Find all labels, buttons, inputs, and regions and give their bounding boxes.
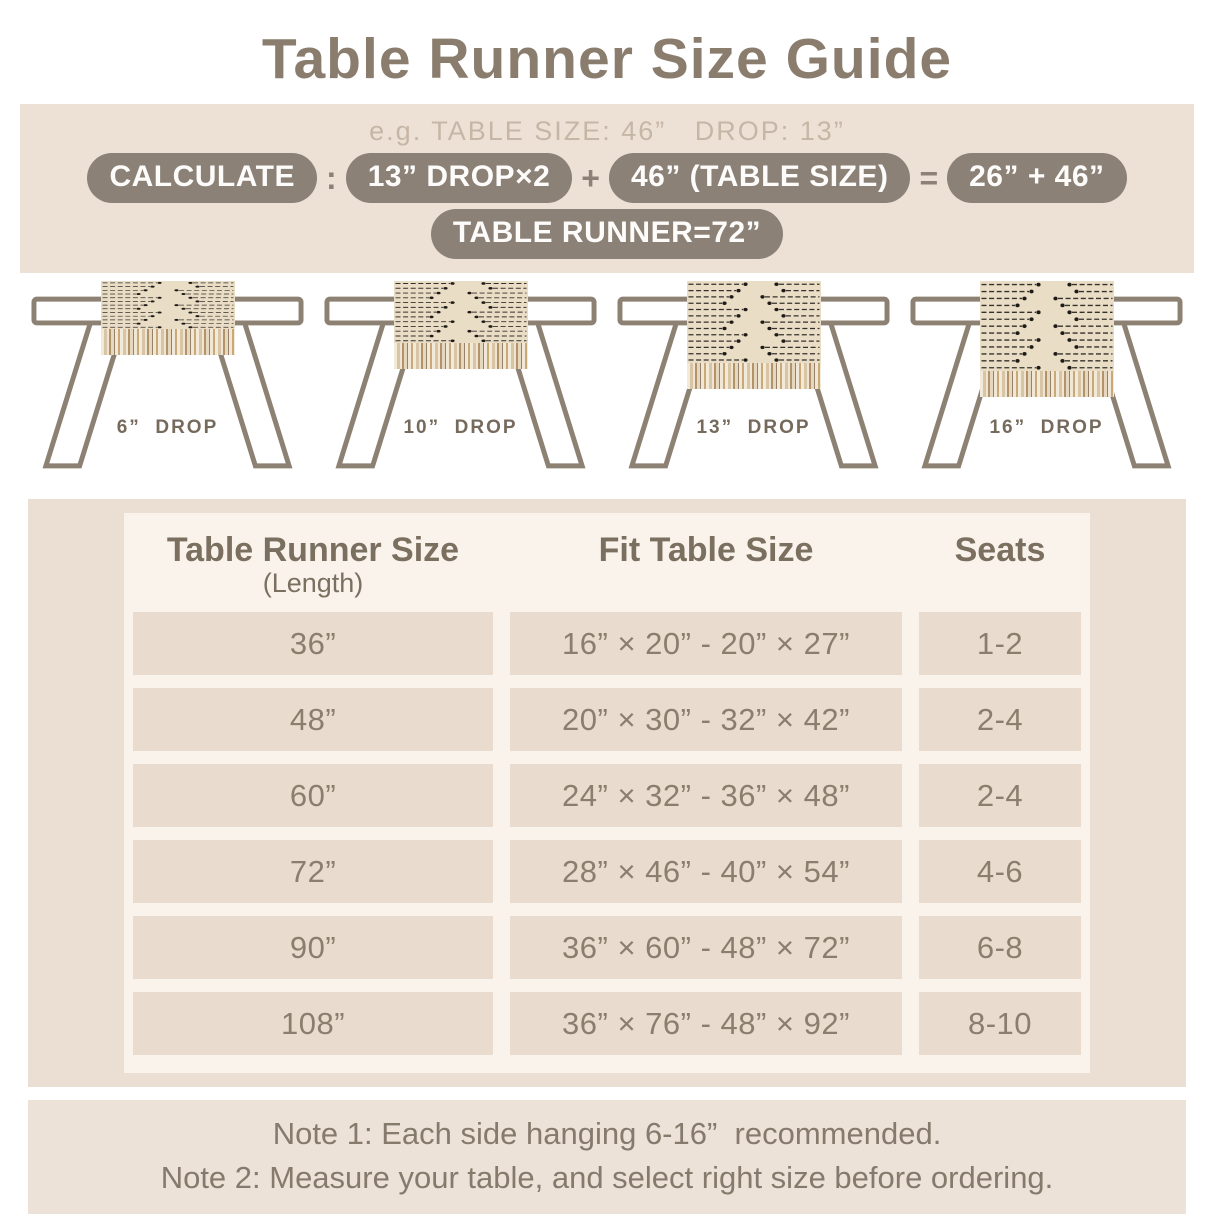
runner-fringe <box>687 363 821 389</box>
runner-photo <box>394 281 528 369</box>
seats-cell: 1-2 <box>919 612 1081 675</box>
fit-table-size-cell: 16” × 20” - 20” × 27” <box>510 612 902 675</box>
equals-operator: = <box>919 159 939 196</box>
runner-fringe <box>394 343 528 369</box>
seats-cell: 8-10 <box>919 992 1081 1055</box>
fit-table-size-cell: 24” × 32” - 36” × 48” <box>510 764 902 827</box>
runner-fringe <box>980 371 1114 397</box>
drop-card-10in <box>323 285 598 477</box>
table-row <box>124 688 1090 751</box>
seats-cell: 2-4 <box>919 688 1081 751</box>
runner-stripes <box>687 281 821 363</box>
runner-stripes <box>101 281 235 329</box>
note-1: Note 1: Each side hanging 6-16” recommended. <box>272 1116 942 1151</box>
runner-size-cell: 36” <box>133 612 493 675</box>
plus-operator: + <box>581 159 600 196</box>
result-pill: 26” + 46” <box>947 153 1126 203</box>
seats-cell: 4-6 <box>919 840 1081 903</box>
calculation-panel <box>20 104 1194 273</box>
runner-fringe <box>101 329 235 355</box>
runner-size-cell: 72” <box>133 840 493 903</box>
fit-table-size-cell: 36” × 60” - 48” × 72” <box>510 916 902 979</box>
runner-size-cell: 108” <box>133 992 493 1055</box>
table-row <box>124 840 1090 903</box>
fit-table-size-cell: 20” × 30” - 32” × 42” <box>510 688 902 751</box>
drop-card-16in <box>909 285 1184 477</box>
drop-label: 6” DROP <box>116 417 219 438</box>
calculation-formula <box>20 153 1194 203</box>
header-runner-size: Table Runner Size (Length) <box>166 531 460 598</box>
drop-card-13in <box>616 285 891 477</box>
size-table-header <box>124 531 1090 599</box>
note-2: Note 2: Measure your table, and select right size before ordering. <box>160 1160 1054 1196</box>
header-fit-table-size: Fit Table Size <box>598 531 814 569</box>
runner-size-cell: 48” <box>133 688 493 751</box>
size-table-panel <box>28 499 1186 1087</box>
table-row <box>124 612 1090 675</box>
drop-label: 13” DROP <box>696 417 811 438</box>
fit-table-size-cell: 36” × 76” - 48” × 92” <box>510 992 902 1055</box>
fit-table-size-cell: 28” × 46” - 40” × 54” <box>510 840 902 903</box>
table-row <box>124 992 1090 1055</box>
runner-size-cell: 90” <box>133 916 493 979</box>
example-line: e.g. TABLE SIZE: 46” DROP: 13” <box>369 116 845 146</box>
page-title: Table Runner Size Guide <box>261 27 953 91</box>
seats-cell: 6-8 <box>919 916 1081 979</box>
size-table <box>124 513 1090 1073</box>
runner-size-cell: 60” <box>133 764 493 827</box>
runner-photo <box>101 281 235 355</box>
table-row <box>124 916 1090 979</box>
drop-illustrations <box>30 285 1184 477</box>
notes-panel <box>28 1100 1186 1214</box>
drop-label: 16” DROP <box>989 417 1104 438</box>
table-row <box>124 764 1090 827</box>
runner-stripes <box>394 281 528 343</box>
runner-photo <box>980 281 1114 397</box>
calculate-pill: CALCULATE <box>87 153 317 203</box>
drop-card-6in <box>30 285 305 477</box>
colon-operator: : <box>326 159 337 196</box>
runner-photo <box>687 281 821 389</box>
seats-cell: 2-4 <box>919 764 1081 827</box>
runner-total-pill: TABLE RUNNER=72” <box>431 209 783 259</box>
table-size-term-pill: 46” (TABLE SIZE) <box>609 153 910 203</box>
runner-stripes <box>980 281 1114 371</box>
header-seats: Seats <box>954 531 1046 569</box>
calculation-total-row <box>20 209 1194 259</box>
drop-term-pill: 13” DROP×2 <box>346 153 573 203</box>
drop-label: 10” DROP <box>403 417 518 438</box>
